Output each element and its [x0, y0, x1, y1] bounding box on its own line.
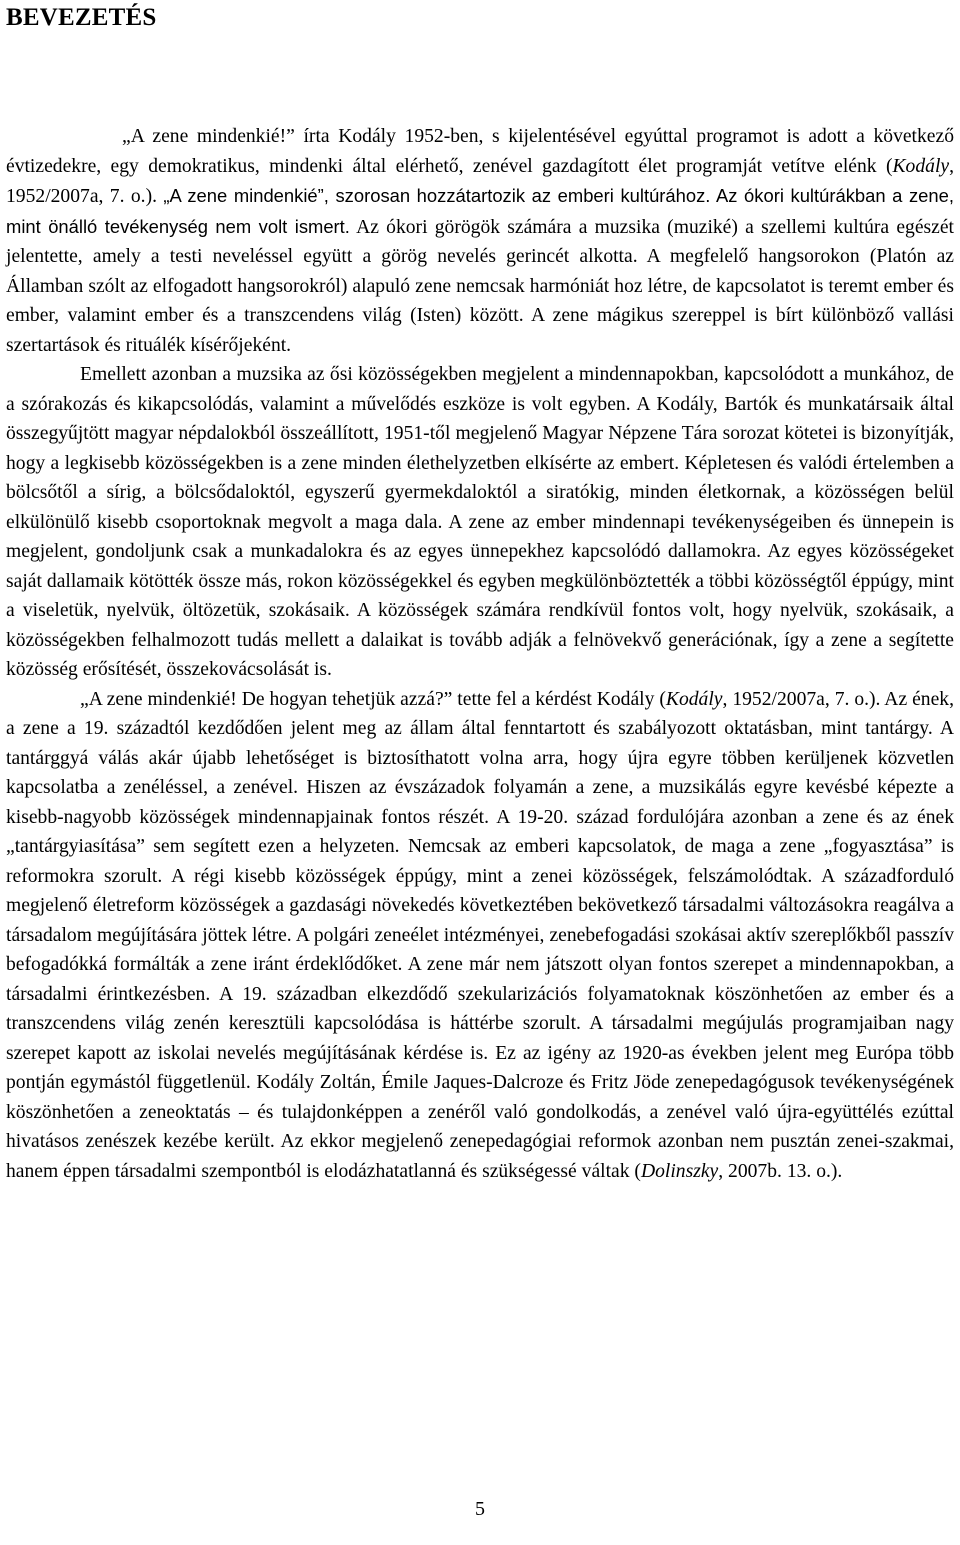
text-segment: , 1952/2007a, 7. o.). [6, 155, 954, 207]
paragraph-1 [6, 122, 954, 360]
text-segment-sans: „A zene mindenkié”, szorosan hozzátartozik az emberi kultúrához. Az ókori kultúrákban a zene, mint önálló tevékenység nem volt ismert. [6, 185, 954, 237]
text-segment: , 2007b. 13. o.). [718, 1160, 843, 1182]
page-number: 5 [475, 1498, 485, 1520]
text-segment: „A zene mindenkié! De hogyan tehetjük azzá?” tette fel a kérdést Kodály ( [80, 688, 666, 710]
citation-author: Dolinszky [640, 1160, 719, 1182]
text-segment: , 1952/2007a, 7. o.). Az ének, a zene a 19. századtól kezdődően jelent meg az állam által fenntartott és szabályozott oktatásban, mint tantárgy. A tantárggyá válás akár újabb lehetőséget is biztosíthatott volna arra, hogy újra egyre többen kerüljenek közvetlen kapcsolatba a zenéléssel, a zenével. Hiszen az évszázadok folyamán a zene, a muzsikálás egyre kevésbé képezte a kisebb-nagyobb közösségek mindennapjainak fontos részét. A 19-20. század fordulójára azonban a zene és az ének „tantárgyiasítása” sem segített ezen a helyzeten. Nemcsak az emberi kapcsolatok, de maga a zene „fogyasztása” is reformokra szorult. A régi kisebb közösségek éppúgy, mint a zenei közösségek, felszámolódtak. A századforduló megjelenő életreform közösségek a gazdasági növekedés következtében bekövetkező társadalmi változásokra reagálva a társadalom megújítására jöttek létre. A polgári zeneélet intézményei, zenebefogadási szokásai aktív szereplőkből passzív befogadókká formálták a zene iránt érdeklődőket. A zene már nem játszott olyan fontos szerepet a mindennapokban, a társadalmi érintkezésben. A 19. században elkezdődő szekularizációs folyamatoknak köszönhetően az ember és a transzcendens világ zenén keresztüli kapcsolódása is háttérbe szorult. A társadalmi megújulás programjaiban nagy szerepet kapott az iskolai nevelés megújításának kérdése is. Ez az igény az 1920-as években jelent meg Európa több pontján egymástól függetlenül. Kodály Zoltán, Émile Jaques-Dalcroze és Fritz Jöde zenepedagógusok tevékenységének köszönhetően a zeneoktatás – és tulajdonképpen a zenéről való gondolkodás, a zenével való újra-együttélés ezúttal hivatásos zenészek kezébe került. Az ekkor megjelenő zenepedagógiai reformok azonban nem pusztán zenei-szakmai, hanem éppen társadalmi szempontból is elodázhatatlanná és szükségessé váltak ( [6, 688, 954, 1182]
citation-author: Kodály [665, 688, 723, 710]
text-segment: „A zene mindenkié!” írta Kodály 1952-ben, s kijelentésével egyúttal programot is adott a következő évtizedekre, egy demokratikus, mindenki által elérhető, zenével gazdagított élet programját vetítve elénk ( [6, 126, 954, 177]
text-segment: Emellett azonban a muzsika az ősi közösségekben megjelent a mindennapokban, kapcsolódott a munkához, de a szórakozás és kikapcsolódás, valamint a művelődés eszköze is volt egyben. A Kodály, Bartók és munkatársaik által összegyűjtött magyar népdalokból összeállított, 1951-től megjelenő Magyar Népzene Tára sorozat kötetei is bizonyítják, hogy a legkisebb közösségekben is a zene minden élethelyzetben elkísérte az embert. Képletesen és valódi értelemben a bölcsőtől a sírig, a bölcsődaloktól, egyszerű gyermekdaloktól a siratókig, minden életkornak, a közösségen belül elkülönülő kisebb csoportoknak megvolt a maga dala. A zene az ember mindennapi tevékenységeiben és ünnepein is megjelent, gondoljunk csak a munkadalokra és az egyes ünnepekhez kapcsolódó dallamokra. Az egyes közösségeket saját dallamaik kötötték össze más, rokon közösségekkel és egyben megkülönböztették a többi közösségtől éppúgy, mint a viseletük, nyelvük, öltözetük, szokásaik. A közösségek számára rendkívül fontos volt, hogy nyelvük, szokásaik, a közösségekben felhalmozott tudás mellett a dalaikat is tovább adják a felnövekvő generációnak, így a zene a segítette közösség erősítését, összekovácsolását is. [6, 364, 954, 680]
paragraph-2 [6, 360, 954, 685]
citation-author: Kodály [892, 155, 950, 177]
text-segment: Az ókori görögök számára a muzsika (muziké) a szellemi kultúra egészét jelentette, amely a testi neveléssel együtt a görög nevelés gerincét alkotta. A megfelelő hangsorokon (Platón az Államban szólt az elfogadott hangsorokról) alapuló zene nemcsak harmóniát hoz létre, de kapcsolatot is teremt ember és ember, valamint ember és a transzcendens világ (Isten) között. A zene mágikus szereppel is bírt különböző vallási szertartások és rituálék kísérőjeként. [6, 216, 954, 356]
section-heading: BEVEZETÉS [6, 4, 157, 31]
body-text [6, 122, 954, 1186]
paragraph-3 [6, 685, 954, 1187]
